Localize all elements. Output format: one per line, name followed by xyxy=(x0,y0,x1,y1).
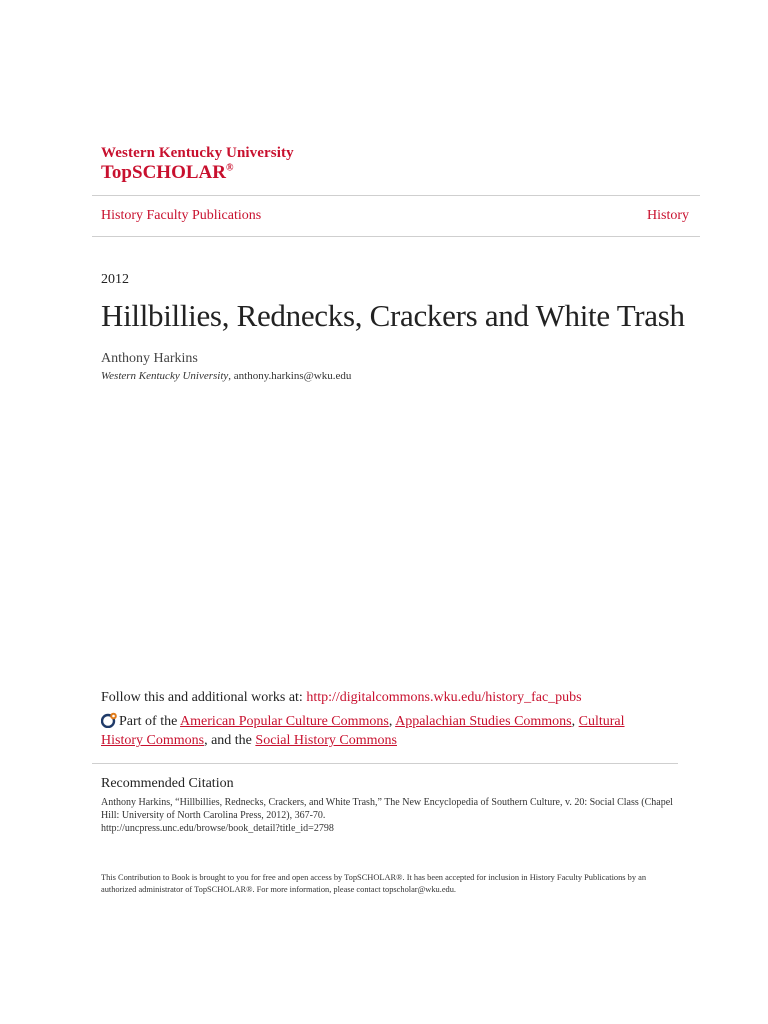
digital-commons-network-icon xyxy=(101,712,118,728)
affiliation-name: Western Kentucky University xyxy=(101,370,229,382)
document-title: Hillbillies, Rednecks, Crackers and White Trash xyxy=(101,298,685,333)
commons-link-appalachian-studies[interactable]: Appalachian Studies Commons xyxy=(395,714,572,729)
repository-logo[interactable] xyxy=(101,145,294,184)
author-name: Anthony Harkins xyxy=(101,351,198,366)
collection-url-link[interactable]: http://digitalcommons.wku.edu/history_fac_pubs xyxy=(306,690,582,705)
follow-label: Follow this and additional works at: xyxy=(101,690,307,705)
series-link[interactable]: History Faculty Publications xyxy=(101,208,262,223)
author-affiliation xyxy=(101,369,351,383)
citation-heading: Recommended Citation xyxy=(101,776,234,791)
author-email: , anthony.harkins@wku.edu xyxy=(228,370,352,382)
partof-prefix: Part of the xyxy=(119,714,181,729)
access-notice: This Contribution to Book is brought to you for free and open access by TopSCHOLAR®. It has been accepted for inclusion in History Faculty Publications by an authorized administrator of TopSCHOLAR®. For more information, please contact topscholar@wku.edu. xyxy=(101,873,647,894)
citation-text: Anthony Harkins, “Hillbillies, Rednecks, Crackers, and White Trash,” The New Encyclopedia of Southern Culture, v. 20: Social Class (Chapel Hill: University of North Carolina Press, 2012), 367-70. xyxy=(101,797,673,821)
department-link[interactable]: History xyxy=(647,208,689,223)
partof-separator: , and the xyxy=(204,733,256,748)
commons-link-social-history[interactable]: Social History Commons xyxy=(255,733,397,748)
commons-membership xyxy=(101,712,661,750)
publication-year: 2012 xyxy=(101,272,129,287)
citation-url: http://uncpress.unc.edu/browse/book_detail?title_id=2798 xyxy=(101,823,334,834)
partof-separator: , xyxy=(388,714,396,729)
repository-name-text: TopSCHOLAR xyxy=(101,162,226,183)
partof-separator: , xyxy=(571,714,579,729)
header-divider-top xyxy=(92,195,700,196)
registered-mark: ® xyxy=(225,162,234,174)
breadcrumb-nav xyxy=(101,207,689,225)
commons-link-american-popular-culture[interactable]: American Popular Culture Commons xyxy=(180,714,389,729)
university-name: Western Kentucky University xyxy=(101,145,294,161)
header-divider-bottom xyxy=(92,236,700,237)
repository-name xyxy=(101,162,294,184)
citation-divider xyxy=(92,763,678,764)
citation-body xyxy=(101,796,681,835)
commons-link-cultural-history[interactable]: Cultural History Commons xyxy=(101,714,625,748)
follow-line xyxy=(101,689,582,707)
